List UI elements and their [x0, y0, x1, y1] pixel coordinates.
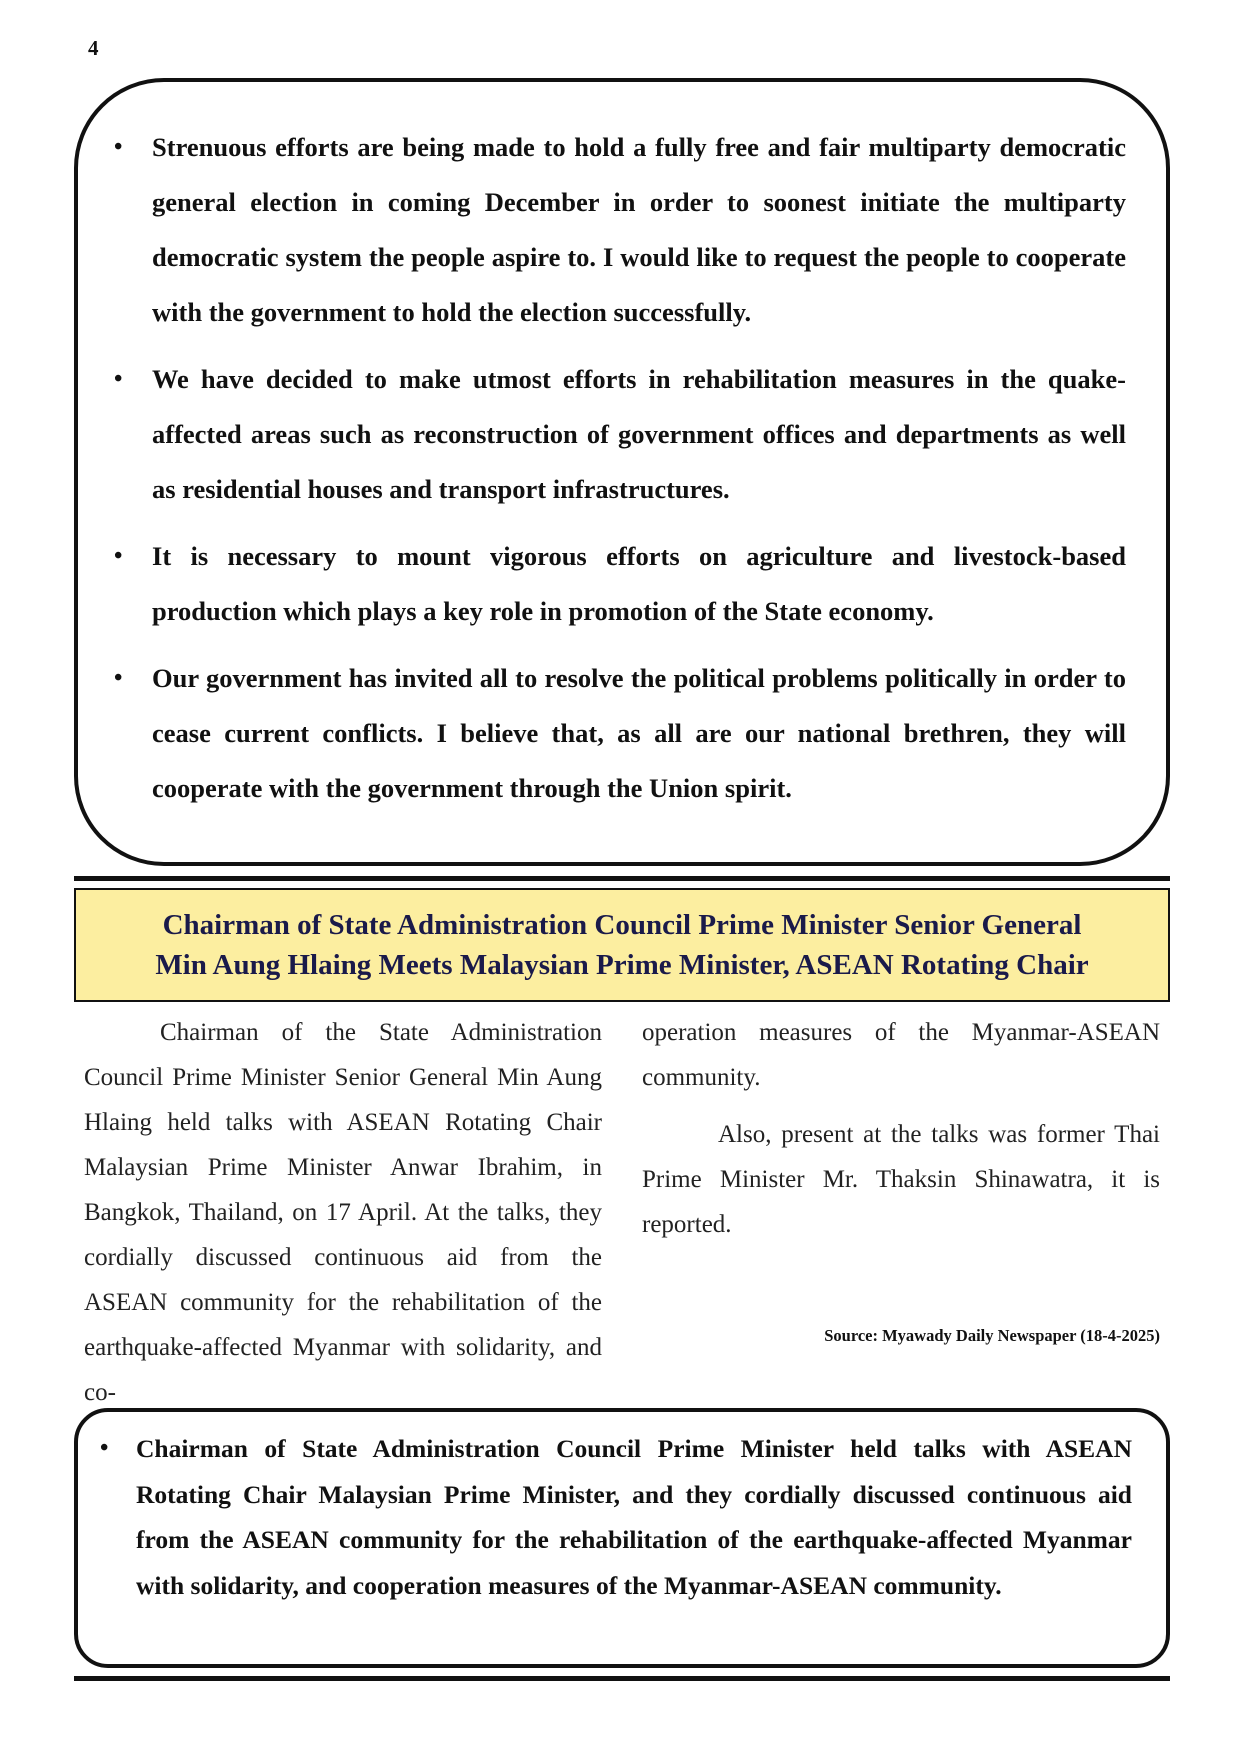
article-column-left: [84, 1010, 602, 1415]
page-number: 4: [88, 36, 99, 60]
bottom-divider: [74, 1676, 1170, 1681]
key-points-list: [78, 82, 1166, 816]
article-headline: [74, 888, 1170, 1002]
section-divider: [74, 876, 1170, 881]
summary-box: [74, 1408, 1170, 1668]
key-point-rehabilitation: • We have decided to make utmost efforts in rehabilitation measures in the quake-affected areas such as reconstruction of government offices and departments as well as residential houses and transport infrastructures.: [152, 352, 1126, 517]
article-paragraph: Chairman of the State Administration Council Prime Minister Senior General Min Aung Hlaing held talks with ASEAN Rotating Chair Malaysian Prime Minister Anwar Ibrahim, in Bangkok, Thailand, on 17 April. At the talks, they cordially discussed continuous aid from the ASEAN community for the rehabilitation of the earthquake-affected Myanmar with solidarity, and co-: [84, 1019, 602, 1406]
article-paragraph-continued: operation measures of the Myanmar-ASEAN community.: [642, 1019, 1160, 1091]
key-points-box: [74, 78, 1170, 866]
summary-list: [78, 1412, 1166, 1608]
article-column-right: [642, 1010, 1160, 1247]
source-citation: Source: Myawady Daily Newspaper (18-4-2025): [824, 1326, 1160, 1345]
article-paragraph: Also, present at the talks was former Thai Prime Minister Mr. Thaksin Shinawatra, it is reported.: [642, 1121, 1160, 1238]
key-point-peace: • Our government has invited all to resolve the political problems politically in order to cease current conflicts. I believe that, as all are our national brethren, they will cooperate with the government through the Union spirit.: [152, 651, 1126, 816]
headline-line-1: Chairman of State Administration Council Prime Minister Senior General: [162, 909, 1082, 941]
key-point-agriculture: • It is necessary to mount vigorous efforts on agriculture and livestock-based production which plays a key role in promotion of the State economy.: [152, 529, 1126, 639]
key-point-election: • Strenuous efforts are being made to hold a fully free and fair multiparty democratic general election in coming December in order to soonest initiate the multiparty democratic system the people aspire to. I would like to request the people to cooperate with the government to hold the election successfully.: [152, 120, 1126, 340]
summary-point: • Chairman of State Administration Council Prime Minister held talks with ASEAN Rotating Chair Malaysian Prime Minister, and they cordially discussed continuous aid from the ASEAN community for the rehabilitation of the earthquake-affected Myanmar with solidarity, and cooperation measures of the Myanmar-ASEAN community.: [136, 1426, 1132, 1608]
headline-line-2: Min Aung Hlaing Meets Malaysian Prime Minister, ASEAN Rotating Chair: [155, 949, 1089, 981]
